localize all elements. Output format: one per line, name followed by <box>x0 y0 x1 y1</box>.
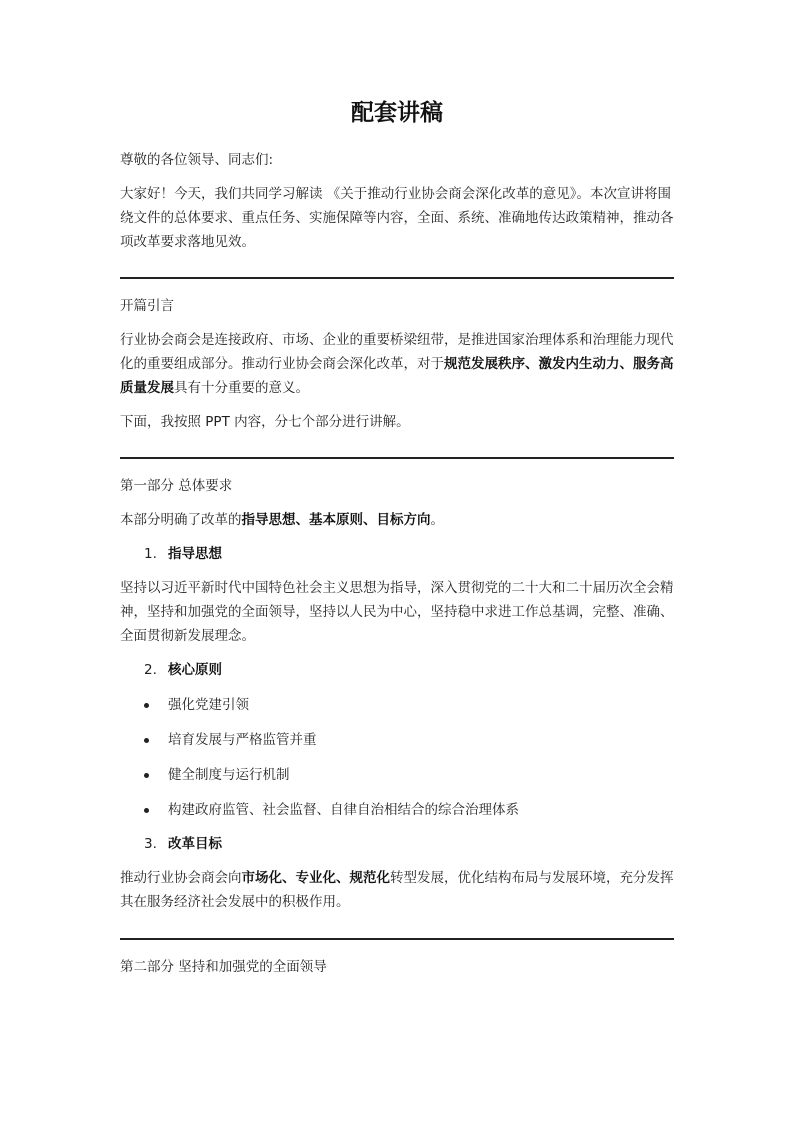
item-number: 1. <box>144 546 157 562</box>
reform-goal-emphasis: 市场化、专业化、规范化 <box>241 870 390 886</box>
bullet-item <box>120 693 674 717</box>
numbered-item-1 <box>120 542 674 566</box>
part1-summary: 本部分明确了改革的指导思想、基本原则、目标方向。 <box>120 512 444 528</box>
section-divider <box>120 457 674 459</box>
section-divider <box>120 938 674 940</box>
section-divider <box>120 277 674 279</box>
bullet-icon <box>144 763 168 787</box>
reform-goal-paragraph: 推动行业协会商会向市场化、专业化、规范化转型发展，优化结构布局与发展环境，充分发挥其在服务经济社会发展中的积极作用。 <box>120 870 674 910</box>
bullet-item <box>120 798 674 822</box>
opening-paragraph-1: 行业协会商会是连接政府、市场、企业的重要桥梁纽带，是推进国家治理体系和治理能力现代化的重要组成部分。推动行业协会商会深化改革，对于规范发展秩序、激发内生动力、服务高质量发展具有十分重要的意义。 <box>120 332 674 396</box>
item-label: 核心原则 <box>168 662 222 678</box>
part1-summary-emphasis: 指导思想、基本原则、目标方向 <box>241 512 431 528</box>
part1-heading: 第一部分 总体要求 <box>120 478 233 494</box>
opening-heading: 开篇引言 <box>120 298 174 314</box>
item-number: 3. <box>144 836 157 852</box>
part2-heading: 第二部分 坚持和加强党的全面领导 <box>120 959 327 975</box>
document-content <box>120 96 674 979</box>
bullet-text: 构建政府监管、社会监督、自律自治相结合的综合治理体系 <box>168 802 519 818</box>
bullet-item <box>120 728 674 752</box>
bullet-text: 健全制度与运行机制 <box>168 767 290 783</box>
bullet-item <box>120 763 674 787</box>
opening-emphasis: 规范发展秩序、激发内生动力、服务高质量发展 <box>120 356 674 396</box>
intro-paragraph: 大家好！今天，我们共同学习解读 《关于推动行业协会商会深化改革的意见》。本次宣讲将围绕文件的总体要求、重点任务、实施保障等内容，全面、系统、准确地传达政策精神，推动各项改革要求落地见效。 <box>120 186 674 250</box>
bullet-icon <box>144 798 168 822</box>
guiding-thought-paragraph: 坚持以习近平新时代中国特色社会主义思想为指导，深入贯彻党的二十大和二十届历次全会精神，坚持和加强党的全面领导，坚持以人民为中心，坚持稳中求进工作总基调，完整、准确、全面贯彻新发展理念。 <box>120 580 674 644</box>
bullet-icon <box>144 728 168 752</box>
opening-paragraph-2: 下面，我按照 PPT 内容，分七个部分进行讲解。 <box>120 414 410 430</box>
bullet-icon <box>144 693 168 717</box>
item-label: 指导思想 <box>168 546 222 562</box>
greeting: 尊敬的各位领导、同志们: <box>120 152 274 168</box>
numbered-item-3 <box>120 832 674 856</box>
item-number: 2. <box>144 662 157 678</box>
bullet-text: 培育发展与严格监管并重 <box>168 732 317 748</box>
bullet-text: 强化党建引领 <box>168 697 249 713</box>
document-title: 配套讲稿 <box>351 100 443 126</box>
numbered-item-2 <box>120 658 674 682</box>
item-label: 改革目标 <box>168 836 222 852</box>
